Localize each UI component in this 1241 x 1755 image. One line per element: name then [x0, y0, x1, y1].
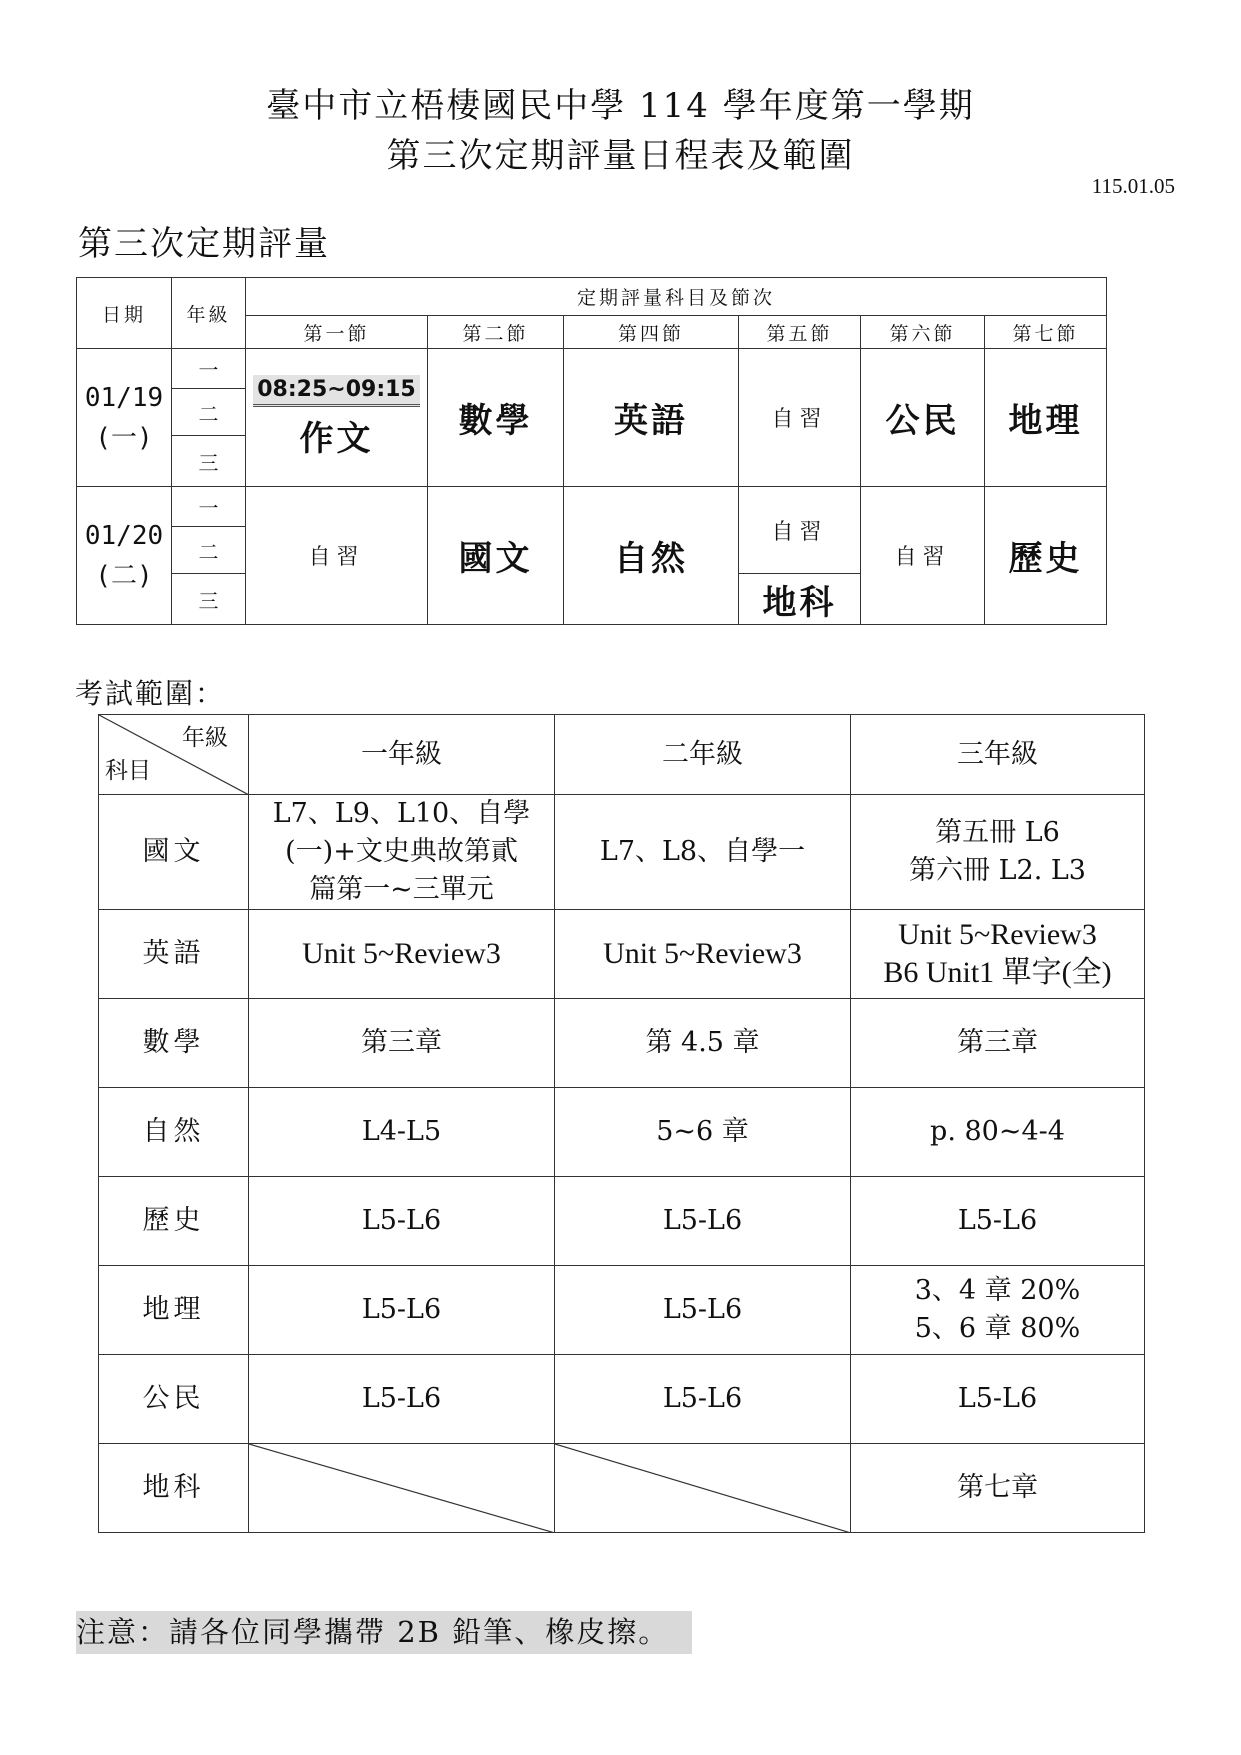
notice-text: 注意：請各位同學攜帶 2B 鉛筆、橡皮擦。 [76, 1611, 692, 1654]
exam-range-table [98, 714, 1145, 1533]
range-subject: 地理 [99, 1266, 249, 1355]
day2-period6-subject: 自習 [861, 487, 985, 625]
range-subject: 國文 [99, 795, 249, 910]
col-header-date: 日期 [77, 278, 172, 349]
range-cell-line: 3、4 章 20% [914, 1275, 1081, 1306]
day1-period6-subject: 公民 [861, 349, 985, 487]
period-header: 第四節 [564, 316, 739, 349]
range-row [99, 999, 1145, 1088]
range-cell-grade1 [249, 1177, 555, 1266]
range-cell-line: 5、6 章 80% [914, 1313, 1081, 1344]
day2-period5-top-subject: 自習 [739, 487, 861, 574]
range-cell-line: (一)+文史典故第貳 [285, 836, 518, 867]
range-cell-line: 第 4.5 章 [645, 1027, 760, 1058]
range-cell-line: 篇第一~三單元 [309, 874, 494, 905]
grade-header: 二年級 [555, 715, 851, 795]
grade-cell: 一 [172, 487, 246, 527]
day2-period2-subject: 國文 [428, 487, 564, 625]
range-row [99, 910, 1145, 999]
range-cell-grade1 [249, 1266, 555, 1355]
range-subject: 英語 [99, 910, 249, 999]
range-cell-line: 5~6 章 [656, 1116, 749, 1147]
empty-cell-diagonal [555, 1444, 851, 1533]
grade-cell: 二 [172, 527, 246, 574]
range-cell-grade1 [249, 910, 555, 999]
range-row [99, 1088, 1145, 1177]
range-cell-line: 第三章 [361, 1027, 442, 1058]
range-cell-line: L5-L6 [361, 1294, 442, 1325]
range-cell-line: Unit 5~Review3 [898, 918, 1097, 951]
range-cell-line: Unit 5~Review3 [603, 937, 802, 970]
day2-period7-subject: 歷史 [985, 487, 1107, 625]
range-cell-grade2 [555, 999, 851, 1088]
range-subject: 歷史 [99, 1177, 249, 1266]
document-date: 115.01.05 [1091, 174, 1175, 198]
range-cell-grade2 [555, 910, 851, 999]
range-cell-grade3 [851, 999, 1145, 1088]
range-cell-grade2 [555, 1266, 851, 1355]
range-cell-grade3 [851, 1355, 1145, 1444]
grade-cell: 三 [172, 574, 246, 625]
range-cell-grade1 [249, 1444, 555, 1533]
range-cell-line: 第五冊 L6 [935, 817, 1060, 848]
range-subject: 數學 [99, 999, 249, 1088]
day2-date-cell [77, 487, 172, 625]
period-header: 第七節 [985, 316, 1107, 349]
range-cell-line: L5-L6 [957, 1383, 1038, 1414]
period-header: 第一節 [246, 316, 428, 349]
schedule-section-title: 第三次定期評量 [78, 224, 330, 264]
range-cell-line: L5-L6 [957, 1205, 1038, 1236]
day1-period7-subject: 地理 [985, 349, 1107, 487]
corner-header-cell [99, 715, 249, 795]
range-cell-grade1 [249, 999, 555, 1088]
range-cell-line: B6 Unit1 單字(全) [883, 956, 1112, 989]
range-cell-line: L5-L6 [361, 1205, 442, 1236]
range-cell-grade3 [851, 910, 1145, 999]
range-row [99, 1266, 1145, 1355]
col-header-grade: 年級 [172, 278, 246, 349]
document-subtitle: 第三次定期評量日程表及範圍 [386, 136, 855, 176]
range-cell-line: L5-L6 [662, 1205, 743, 1236]
grade-header: 三年級 [851, 715, 1145, 795]
range-cell-grade3 [851, 1177, 1145, 1266]
range-cell-line: L5-L6 [361, 1383, 442, 1414]
range-cell-grade2 [555, 1444, 851, 1533]
range-cell-grade1 [249, 795, 555, 910]
day1-period5-subject: 自習 [739, 349, 861, 487]
range-row [99, 1444, 1145, 1533]
day2-date: 01/20 [84, 520, 164, 551]
range-cell-grade1 [249, 1355, 555, 1444]
range-section-title: 考試範圍： [75, 677, 226, 710]
day1-weekday: (一) [95, 422, 153, 453]
range-cell-grade2 [555, 1177, 851, 1266]
range-cell-line: L5-L6 [662, 1294, 743, 1325]
range-subject: 地科 [99, 1444, 249, 1533]
day1-period1-subject: 作文 [299, 419, 374, 459]
range-cell-line: 第三章 [957, 1027, 1038, 1058]
range-cell-grade2 [555, 1355, 851, 1444]
range-cell-line: L4-L5 [361, 1116, 442, 1147]
range-cell-grade3 [851, 1088, 1145, 1177]
range-cell-grade3 [851, 1266, 1145, 1355]
range-subject: 公民 [99, 1355, 249, 1444]
range-row [99, 1355, 1145, 1444]
grade-header: 一年級 [249, 715, 555, 795]
period-header: 第六節 [861, 316, 985, 349]
day1-period4-subject: 英語 [564, 349, 739, 487]
period-header: 第二節 [428, 316, 564, 349]
range-cell-grade2 [555, 1088, 851, 1177]
range-cell-line: p. 80~4-4 [930, 1116, 1065, 1147]
range-cell-grade1 [249, 1088, 555, 1177]
day2-period1-subject: 自習 [246, 487, 428, 625]
corner-subject-label: 科目 [105, 758, 151, 784]
range-cell-grade3 [851, 1444, 1145, 1533]
period-header: 第五節 [739, 316, 861, 349]
grade-cell: 三 [172, 436, 246, 487]
range-cell-line: L7、L9、L10、自學 [272, 798, 531, 829]
day2-period5-bottom-subject: 地科 [739, 574, 861, 625]
day2-period4-subject: 自然 [564, 487, 739, 625]
day1-date-cell [77, 349, 172, 487]
range-cell-line: 第六冊 L2. L3 [909, 855, 1086, 886]
range-cell-grade3 [851, 795, 1145, 910]
grade-cell: 一 [172, 349, 246, 389]
empty-cell-diagonal [249, 1444, 555, 1533]
day1-period1-time: 08:25~09:15 [253, 375, 420, 407]
day1-date: 01/19 [84, 382, 164, 413]
range-row [99, 1177, 1145, 1266]
range-row [99, 795, 1145, 910]
day2-weekday: (二) [95, 560, 153, 591]
range-cell-line: L5-L6 [662, 1383, 743, 1414]
day1-period2-subject: 數學 [428, 349, 564, 487]
col-header-group: 定期評量科目及節次 [246, 278, 1107, 316]
range-cell-line: 第七章 [957, 1472, 1038, 1503]
day1-period1-cell [246, 349, 428, 487]
range-subject: 自然 [99, 1088, 249, 1177]
range-cell-grade2 [555, 795, 851, 910]
document-title: 臺中市立梧棲國民中學 114 學年度第一學期 [266, 86, 975, 126]
corner-grade-label: 年級 [182, 725, 228, 751]
grade-cell: 二 [172, 389, 246, 436]
range-cell-line: Unit 5~Review3 [302, 937, 501, 970]
exam-schedule-table [76, 277, 1107, 625]
range-cell-line: L7、L8、自學一 [599, 836, 806, 867]
